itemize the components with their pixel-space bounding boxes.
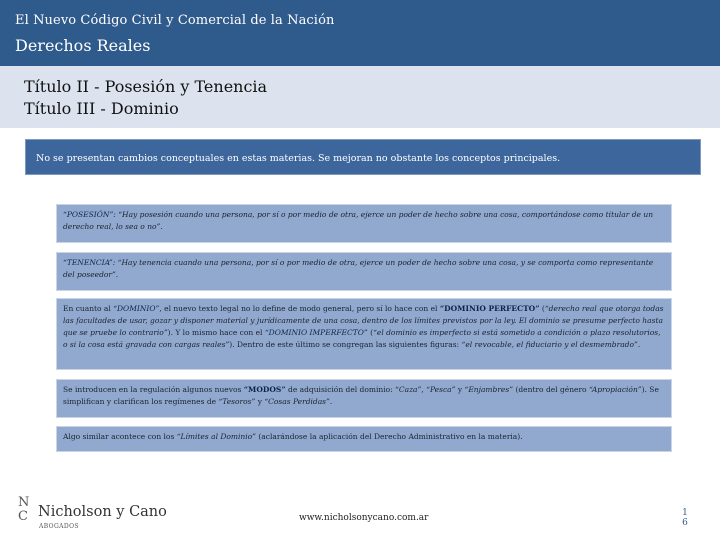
logo-monogram xyxy=(18,496,29,524)
dominio-text-4: ). Y lo mismo hace con el xyxy=(167,328,265,337)
limites-text-1: Algo similar acontece con los xyxy=(63,432,177,441)
dominio-text-5: ( xyxy=(367,328,374,337)
dominio-text-2: , el nuevo texto legal no lo define de modo general, pero sí lo hace con el xyxy=(159,304,440,313)
tenencia-label: “TENENCIA”: xyxy=(63,258,116,267)
page-number xyxy=(680,508,690,528)
modos-box xyxy=(56,379,672,418)
modos-pesca: “Pesca” xyxy=(426,385,456,394)
logo-monogram-c: C xyxy=(18,509,28,524)
page-number-line-1: 1 xyxy=(682,508,688,518)
modos-text-4: y xyxy=(455,385,465,394)
section-heading-title-ii: Título II - Posesión y Tenencia xyxy=(24,77,268,96)
dominio-figuras: “el revocable, el fiduciario y el desmembrado” xyxy=(461,340,638,349)
footer-url[interactable]: www.nicholsonycano.com.ar xyxy=(299,513,429,523)
dominio-box xyxy=(56,298,672,370)
limites-text-2: (aclarándose la aplicación del Derecho Administrativo en la materia). xyxy=(255,432,523,441)
intro-banner xyxy=(25,139,701,175)
dominio-perfecto-definition: “derecho real que otorga todas las facultades de usar, gozar y disponer material y jurídicamente de una cosa, dentro de los límites previstos por la ley. El dominio se presume perfecto hasta que se pruebe lo contrario” xyxy=(63,304,664,337)
modos-enjambres: “Enjambres” xyxy=(464,385,514,394)
limites-box xyxy=(56,426,672,452)
firm-logo xyxy=(18,496,168,536)
modos-text-2: de adquisición del dominio: xyxy=(285,385,396,394)
modos-text-5: (dentro del género xyxy=(513,385,589,394)
modos-caza: “Caza” xyxy=(395,385,422,394)
modos-text-8: . xyxy=(329,397,333,406)
section-heading-title-iii: Título III - Dominio xyxy=(24,99,179,118)
modos-tesoros: “Tesoros” xyxy=(218,397,256,406)
dominio-term: “DOMINIO” xyxy=(113,304,160,313)
limites-term: “Límites al Dominio” xyxy=(176,432,256,441)
logo-subtitle: ABOGADOS xyxy=(39,523,79,530)
dominio-text-3: ( xyxy=(539,304,545,313)
posesion-definition: “Hay posesión cuando una persona, por sí o por medio de otra, ejerce un poder de hecho sobre una cosa, comportándose como titular de un derecho real, lo sea o no”. xyxy=(63,210,654,231)
dominio-imperfecto-definition: “el dominio es imperfecto si está sometido a condición o plazo resolutorios, o si la cosa está gravada con cargas reales” xyxy=(63,328,661,349)
tenencia-definition: “Hay tenencia cuando una persona, por sí o por medio de otra, ejerce un poder de hecho sobre una cosa, y se comporta como representante del poseedor”. xyxy=(63,258,654,279)
section-heading-block xyxy=(0,66,720,128)
dominio-perfecto-term: “DOMINIO PERFECTO” xyxy=(439,304,540,313)
tenencia-box xyxy=(56,252,672,291)
modos-text-6: ). Se simplifican y clarifican los regímenes de xyxy=(63,385,659,406)
slide-title: Derechos Reales xyxy=(15,36,151,55)
posesion-label: “POSESIÓN”: xyxy=(63,210,116,219)
modos-cosas-perdidas: “Cosas Perdidas” xyxy=(264,397,330,406)
dominio-text-1: En cuanto al xyxy=(63,304,114,313)
logo-monogram-n: N xyxy=(18,495,30,510)
document-kicker: El Nuevo Código Civil y Comercial de la Nación xyxy=(15,13,335,28)
logo-name: Nicholson y Cano xyxy=(38,504,167,520)
modos-text-3: , xyxy=(421,385,427,394)
dominio-imperfecto-term: “DOMINIO IMPERFECTO” xyxy=(264,328,368,337)
modos-text-1: Se introducen en la regulación algunos nuevos xyxy=(63,385,244,394)
page-number-line-2: 6 xyxy=(682,518,688,528)
modos-text-7: y xyxy=(255,397,265,406)
dominio-text-7: . xyxy=(637,340,641,349)
modos-term: “MODOS” xyxy=(243,385,286,394)
dominio-text-6: ). Dentro de este último se congregan las siguientes figuras: xyxy=(229,340,462,349)
header-bar xyxy=(0,0,720,66)
posesion-box xyxy=(56,204,672,243)
intro-banner-text: No se presentan cambios conceptuales en estas materias. Se mejoran no obstante los conceptos principales. xyxy=(36,153,561,164)
modos-apropiacion: “Apropiación” xyxy=(588,385,642,394)
